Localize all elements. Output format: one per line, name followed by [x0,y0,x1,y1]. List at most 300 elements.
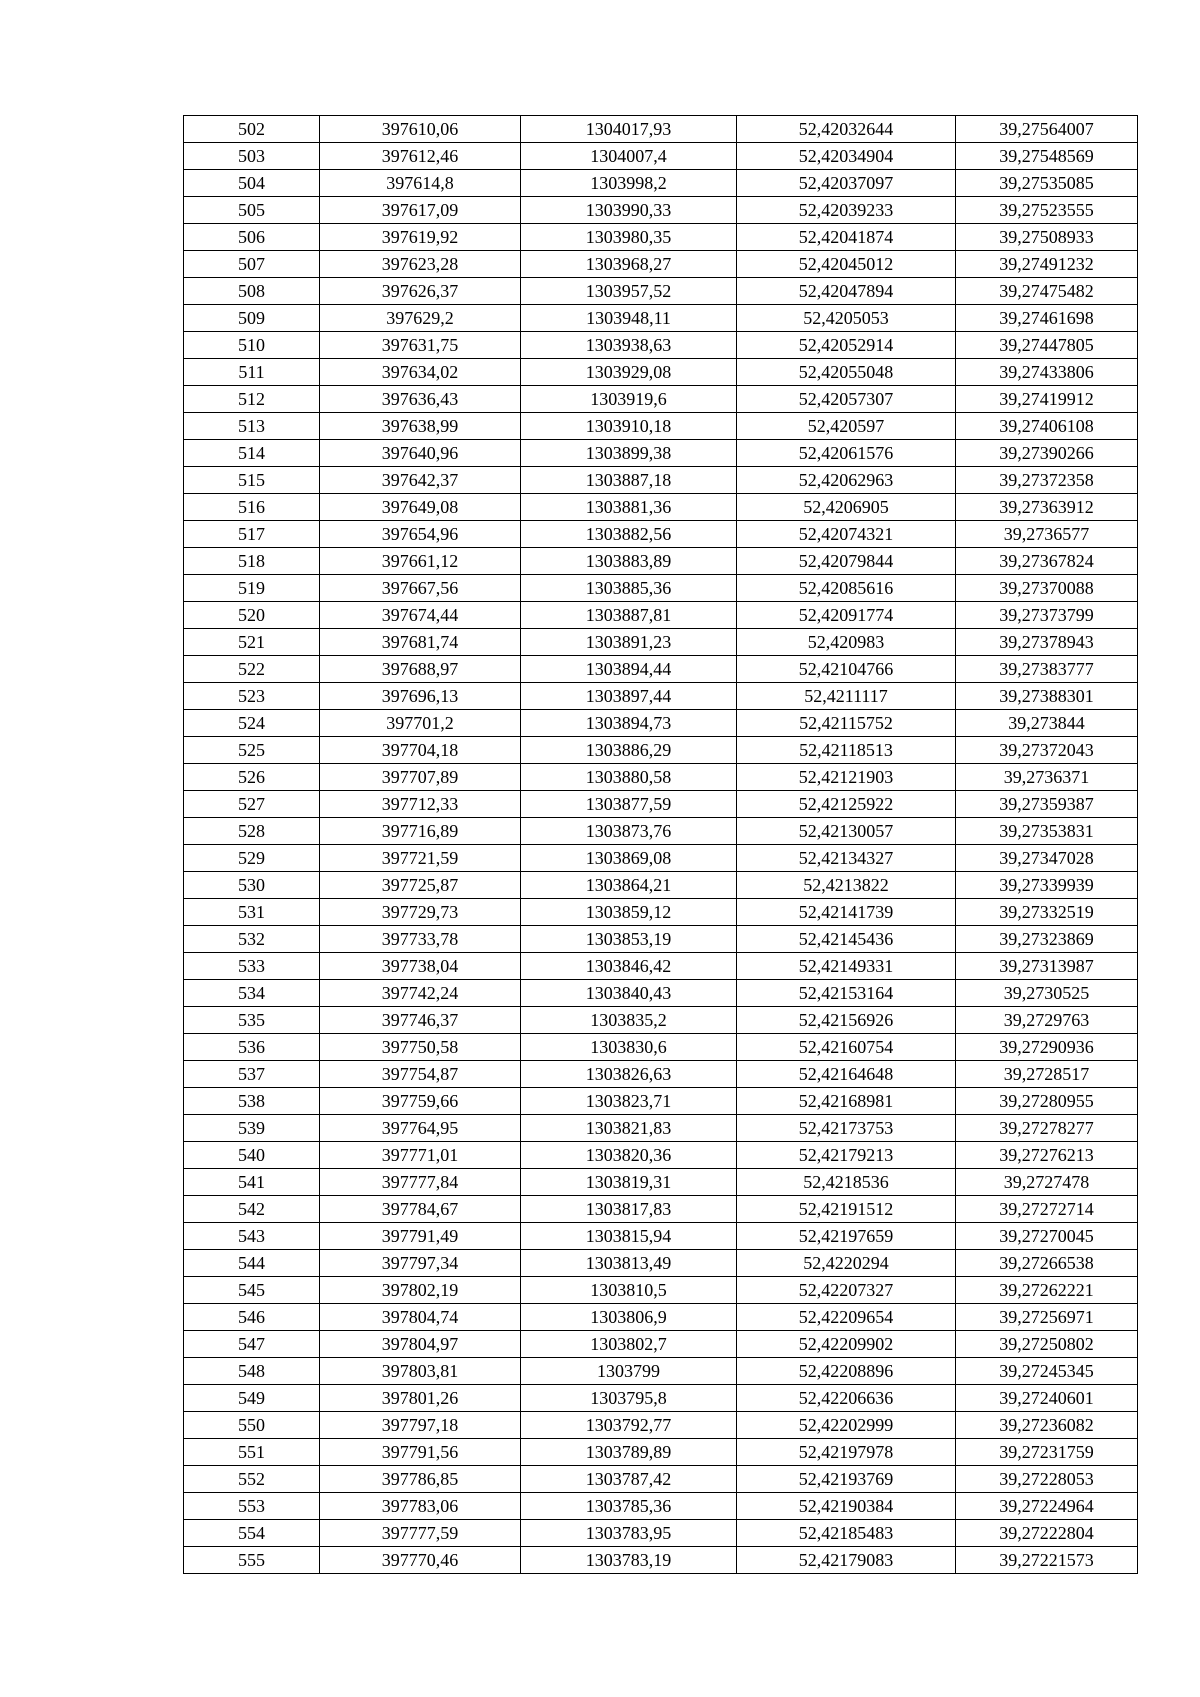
y-coordinate-cell: 1303886,29 [521,737,737,764]
longitude-cell: 39,27236082 [956,1412,1138,1439]
point-number-cell: 542 [184,1196,320,1223]
longitude-cell: 39,27523555 [956,197,1138,224]
longitude-cell: 39,27250802 [956,1331,1138,1358]
latitude-cell: 52,42037097 [737,170,956,197]
point-number-cell: 537 [184,1061,320,1088]
table-row [184,575,1138,602]
table-row [184,1547,1138,1574]
x-coordinate-cell: 397634,02 [320,359,521,386]
y-coordinate-cell: 1303885,36 [521,575,737,602]
point-number-cell: 552 [184,1466,320,1493]
y-coordinate-cell: 1303998,2 [521,170,737,197]
longitude-cell: 39,27224964 [956,1493,1138,1520]
table-row [184,413,1138,440]
latitude-cell: 52,42153164 [737,980,956,1007]
table-row [184,440,1138,467]
latitude-cell: 52,42145436 [737,926,956,953]
y-coordinate-cell: 1303957,52 [521,278,737,305]
latitude-cell: 52,420983 [737,629,956,656]
latitude-cell: 52,42052914 [737,332,956,359]
latitude-cell: 52,42055048 [737,359,956,386]
y-coordinate-cell: 1303815,94 [521,1223,737,1250]
x-coordinate-cell: 397804,97 [320,1331,521,1358]
x-coordinate-cell: 397636,43 [320,386,521,413]
longitude-cell: 39,2730525 [956,980,1138,1007]
longitude-cell: 39,27508933 [956,224,1138,251]
point-number-cell: 555 [184,1547,320,1574]
point-number-cell: 549 [184,1385,320,1412]
table-row [184,359,1138,386]
latitude-cell: 52,42209654 [737,1304,956,1331]
y-coordinate-cell: 1303853,19 [521,926,737,953]
table-row [184,116,1138,143]
longitude-cell: 39,27447805 [956,332,1138,359]
latitude-cell: 52,42156926 [737,1007,956,1034]
longitude-cell: 39,27390266 [956,440,1138,467]
y-coordinate-cell: 1303887,81 [521,602,737,629]
y-coordinate-cell: 1303789,89 [521,1439,737,1466]
y-coordinate-cell: 1303864,21 [521,872,737,899]
point-number-cell: 533 [184,953,320,980]
longitude-cell: 39,27373799 [956,602,1138,629]
y-coordinate-cell: 1303813,49 [521,1250,737,1277]
latitude-cell: 52,42039233 [737,197,956,224]
point-number-cell: 519 [184,575,320,602]
latitude-cell: 52,42121903 [737,764,956,791]
point-number-cell: 538 [184,1088,320,1115]
latitude-cell: 52,42115752 [737,710,956,737]
point-number-cell: 554 [184,1520,320,1547]
x-coordinate-cell: 397784,67 [320,1196,521,1223]
x-coordinate-cell: 397729,73 [320,899,521,926]
y-coordinate-cell: 1303882,56 [521,521,737,548]
x-coordinate-cell: 397754,87 [320,1061,521,1088]
longitude-cell: 39,27433806 [956,359,1138,386]
x-coordinate-cell: 397746,37 [320,1007,521,1034]
x-coordinate-cell: 397701,2 [320,710,521,737]
y-coordinate-cell: 1303929,08 [521,359,737,386]
longitude-cell: 39,27370088 [956,575,1138,602]
x-coordinate-cell: 397791,56 [320,1439,521,1466]
table-row [184,197,1138,224]
point-number-cell: 550 [184,1412,320,1439]
coordinates-table [183,115,1138,1574]
y-coordinate-cell: 1303869,08 [521,845,737,872]
latitude-cell: 52,42118513 [737,737,956,764]
longitude-cell: 39,2728517 [956,1061,1138,1088]
latitude-cell: 52,42085616 [737,575,956,602]
latitude-cell: 52,42134327 [737,845,956,872]
y-coordinate-cell: 1303881,36 [521,494,737,521]
longitude-cell: 39,27372358 [956,467,1138,494]
latitude-cell: 52,4211117 [737,683,956,710]
x-coordinate-cell: 397804,74 [320,1304,521,1331]
x-coordinate-cell: 397614,8 [320,170,521,197]
table-row [184,1520,1138,1547]
table-row [184,818,1138,845]
point-number-cell: 535 [184,1007,320,1034]
point-number-cell: 521 [184,629,320,656]
y-coordinate-cell: 1303795,8 [521,1385,737,1412]
point-number-cell: 505 [184,197,320,224]
longitude-cell: 39,2727478 [956,1169,1138,1196]
x-coordinate-cell: 397661,12 [320,548,521,575]
point-number-cell: 517 [184,521,320,548]
y-coordinate-cell: 1303820,36 [521,1142,737,1169]
longitude-cell: 39,27222804 [956,1520,1138,1547]
x-coordinate-cell: 397802,19 [320,1277,521,1304]
latitude-cell: 52,42130057 [737,818,956,845]
table-row [184,170,1138,197]
table-row [184,629,1138,656]
table-row [184,1034,1138,1061]
longitude-cell: 39,27363912 [956,494,1138,521]
y-coordinate-cell: 1303968,27 [521,251,737,278]
x-coordinate-cell: 397797,34 [320,1250,521,1277]
latitude-cell: 52,42104766 [737,656,956,683]
y-coordinate-cell: 1303873,76 [521,818,737,845]
y-coordinate-cell: 1303897,44 [521,683,737,710]
table-row [184,683,1138,710]
x-coordinate-cell: 397612,46 [320,143,521,170]
point-number-cell: 523 [184,683,320,710]
table-row [184,224,1138,251]
table-row [184,143,1138,170]
point-number-cell: 541 [184,1169,320,1196]
latitude-cell: 52,42185483 [737,1520,956,1547]
coordinates-table-body [184,116,1138,1574]
y-coordinate-cell: 1303810,5 [521,1277,737,1304]
latitude-cell: 52,42191512 [737,1196,956,1223]
point-number-cell: 522 [184,656,320,683]
table-row [184,1088,1138,1115]
point-number-cell: 532 [184,926,320,953]
table-row [184,791,1138,818]
latitude-cell: 52,42041874 [737,224,956,251]
latitude-cell: 52,42047894 [737,278,956,305]
point-number-cell: 507 [184,251,320,278]
point-number-cell: 520 [184,602,320,629]
latitude-cell: 52,420597 [737,413,956,440]
x-coordinate-cell: 397667,56 [320,575,521,602]
x-coordinate-cell: 397777,59 [320,1520,521,1547]
latitude-cell: 52,42079844 [737,548,956,575]
y-coordinate-cell: 1303785,36 [521,1493,737,1520]
point-number-cell: 526 [184,764,320,791]
latitude-cell: 52,42149331 [737,953,956,980]
table-row [184,467,1138,494]
longitude-cell: 39,27475482 [956,278,1138,305]
y-coordinate-cell: 1303990,33 [521,197,737,224]
latitude-cell: 52,42164648 [737,1061,956,1088]
y-coordinate-cell: 1303787,42 [521,1466,737,1493]
x-coordinate-cell: 397707,89 [320,764,521,791]
table-row [184,926,1138,953]
point-number-cell: 506 [184,224,320,251]
point-number-cell: 513 [184,413,320,440]
x-coordinate-cell: 397688,97 [320,656,521,683]
table-row [184,602,1138,629]
longitude-cell: 39,27353831 [956,818,1138,845]
latitude-cell: 52,42190384 [737,1493,956,1520]
longitude-cell: 39,27280955 [956,1088,1138,1115]
longitude-cell: 39,27491232 [956,251,1138,278]
latitude-cell: 52,42208896 [737,1358,956,1385]
latitude-cell: 52,42160754 [737,1034,956,1061]
table-row [184,1466,1138,1493]
x-coordinate-cell: 397771,01 [320,1142,521,1169]
point-number-cell: 551 [184,1439,320,1466]
latitude-cell: 52,42202999 [737,1412,956,1439]
y-coordinate-cell: 1303894,44 [521,656,737,683]
longitude-cell: 39,27535085 [956,170,1138,197]
longitude-cell: 39,27270045 [956,1223,1138,1250]
table-row [184,710,1138,737]
longitude-cell: 39,27406108 [956,413,1138,440]
longitude-cell: 39,2736577 [956,521,1138,548]
point-number-cell: 509 [184,305,320,332]
point-number-cell: 545 [184,1277,320,1304]
table-row [184,278,1138,305]
x-coordinate-cell: 397712,33 [320,791,521,818]
latitude-cell: 52,42074321 [737,521,956,548]
point-number-cell: 525 [184,737,320,764]
y-coordinate-cell: 1303826,63 [521,1061,737,1088]
table-row [184,872,1138,899]
y-coordinate-cell: 1303891,23 [521,629,737,656]
y-coordinate-cell: 1303877,59 [521,791,737,818]
x-coordinate-cell: 397801,26 [320,1385,521,1412]
latitude-cell: 52,4213822 [737,872,956,899]
table-row [184,1493,1138,1520]
y-coordinate-cell: 1303835,2 [521,1007,737,1034]
table-row [184,1412,1138,1439]
point-number-cell: 504 [184,170,320,197]
longitude-cell: 39,27347028 [956,845,1138,872]
table-row [184,1304,1138,1331]
longitude-cell: 39,27388301 [956,683,1138,710]
point-number-cell: 518 [184,548,320,575]
longitude-cell: 39,27221573 [956,1547,1138,1574]
x-coordinate-cell: 397738,04 [320,953,521,980]
x-coordinate-cell: 397674,44 [320,602,521,629]
x-coordinate-cell: 397623,28 [320,251,521,278]
y-coordinate-cell: 1303819,31 [521,1169,737,1196]
x-coordinate-cell: 397610,06 [320,116,521,143]
point-number-cell: 547 [184,1331,320,1358]
x-coordinate-cell: 397783,06 [320,1493,521,1520]
point-number-cell: 508 [184,278,320,305]
x-coordinate-cell: 397759,66 [320,1088,521,1115]
y-coordinate-cell: 1303887,18 [521,467,737,494]
x-coordinate-cell: 397764,95 [320,1115,521,1142]
latitude-cell: 52,42197978 [737,1439,956,1466]
table-row [184,953,1138,980]
x-coordinate-cell: 397638,99 [320,413,521,440]
longitude-cell: 39,27323869 [956,926,1138,953]
table-row [184,386,1138,413]
longitude-cell: 39,27378943 [956,629,1138,656]
table-row [184,1223,1138,1250]
table-row [184,1142,1138,1169]
latitude-cell: 52,42141739 [737,899,956,926]
y-coordinate-cell: 1303840,43 [521,980,737,1007]
longitude-cell: 39,27262221 [956,1277,1138,1304]
latitude-cell: 52,42032644 [737,116,956,143]
longitude-cell: 39,27278277 [956,1115,1138,1142]
y-coordinate-cell: 1303821,83 [521,1115,737,1142]
longitude-cell: 39,27276213 [956,1142,1138,1169]
y-coordinate-cell: 1303910,18 [521,413,737,440]
table-row [184,980,1138,1007]
y-coordinate-cell: 1303894,73 [521,710,737,737]
table-row [184,305,1138,332]
x-coordinate-cell: 397619,92 [320,224,521,251]
point-number-cell: 543 [184,1223,320,1250]
table-row [184,494,1138,521]
table-row [184,548,1138,575]
x-coordinate-cell: 397629,2 [320,305,521,332]
y-coordinate-cell: 1303817,83 [521,1196,737,1223]
latitude-cell: 52,42206636 [737,1385,956,1412]
x-coordinate-cell: 397750,58 [320,1034,521,1061]
longitude-cell: 39,27290936 [956,1034,1138,1061]
latitude-cell: 52,42179213 [737,1142,956,1169]
table-row [184,332,1138,359]
y-coordinate-cell: 1303830,6 [521,1034,737,1061]
table-row [184,1439,1138,1466]
y-coordinate-cell: 1303859,12 [521,899,737,926]
table-row [184,1061,1138,1088]
x-coordinate-cell: 397725,87 [320,872,521,899]
point-number-cell: 528 [184,818,320,845]
latitude-cell: 52,4205053 [737,305,956,332]
table-row [184,737,1138,764]
x-coordinate-cell: 397742,24 [320,980,521,1007]
x-coordinate-cell: 397642,37 [320,467,521,494]
latitude-cell: 52,42045012 [737,251,956,278]
y-coordinate-cell: 1303938,63 [521,332,737,359]
y-coordinate-cell: 1303823,71 [521,1088,737,1115]
table-row [184,899,1138,926]
point-number-cell: 548 [184,1358,320,1385]
longitude-cell: 39,27228053 [956,1466,1138,1493]
latitude-cell: 52,42168981 [737,1088,956,1115]
latitude-cell: 52,42193769 [737,1466,956,1493]
table-row [184,764,1138,791]
table-row [184,1115,1138,1142]
longitude-cell: 39,27272714 [956,1196,1138,1223]
x-coordinate-cell: 397704,18 [320,737,521,764]
y-coordinate-cell: 1303783,19 [521,1547,737,1574]
y-coordinate-cell: 1303948,11 [521,305,737,332]
latitude-cell: 52,42062963 [737,467,956,494]
table-row [184,521,1138,548]
point-number-cell: 546 [184,1304,320,1331]
longitude-cell: 39,27372043 [956,737,1138,764]
latitude-cell: 52,4206905 [737,494,956,521]
longitude-cell: 39,27266538 [956,1250,1138,1277]
latitude-cell: 52,42197659 [737,1223,956,1250]
longitude-cell: 39,27383777 [956,656,1138,683]
y-coordinate-cell: 1303846,42 [521,953,737,980]
latitude-cell: 52,42207327 [737,1277,956,1304]
x-coordinate-cell: 397681,74 [320,629,521,656]
x-coordinate-cell: 397803,81 [320,1358,521,1385]
point-number-cell: 536 [184,1034,320,1061]
longitude-cell: 39,27367824 [956,548,1138,575]
longitude-cell: 39,273844 [956,710,1138,737]
x-coordinate-cell: 397777,84 [320,1169,521,1196]
point-number-cell: 529 [184,845,320,872]
x-coordinate-cell: 397791,49 [320,1223,521,1250]
table-row [184,251,1138,278]
y-coordinate-cell: 1303880,58 [521,764,737,791]
point-number-cell: 530 [184,872,320,899]
latitude-cell: 52,42091774 [737,602,956,629]
latitude-cell: 52,42034904 [737,143,956,170]
longitude-cell: 39,27359387 [956,791,1138,818]
latitude-cell: 52,42173753 [737,1115,956,1142]
y-coordinate-cell: 1303806,9 [521,1304,737,1331]
x-coordinate-cell: 397770,46 [320,1547,521,1574]
table-row [184,1385,1138,1412]
point-number-cell: 524 [184,710,320,737]
point-number-cell: 534 [184,980,320,1007]
table-row [184,845,1138,872]
longitude-cell: 39,27564007 [956,116,1138,143]
point-number-cell: 502 [184,116,320,143]
longitude-cell: 39,27461698 [956,305,1138,332]
x-coordinate-cell: 397631,75 [320,332,521,359]
point-number-cell: 516 [184,494,320,521]
table-row [184,1007,1138,1034]
table-row [184,1331,1138,1358]
x-coordinate-cell: 397617,09 [320,197,521,224]
longitude-cell: 39,27339939 [956,872,1138,899]
y-coordinate-cell: 1303783,95 [521,1520,737,1547]
x-coordinate-cell: 397696,13 [320,683,521,710]
point-number-cell: 531 [184,899,320,926]
point-number-cell: 553 [184,1493,320,1520]
x-coordinate-cell: 397797,18 [320,1412,521,1439]
longitude-cell: 39,27256971 [956,1304,1138,1331]
x-coordinate-cell: 397649,08 [320,494,521,521]
y-coordinate-cell: 1304017,93 [521,116,737,143]
point-number-cell: 510 [184,332,320,359]
x-coordinate-cell: 397716,89 [320,818,521,845]
latitude-cell: 52,42209902 [737,1331,956,1358]
longitude-cell: 39,2729763 [956,1007,1138,1034]
latitude-cell: 52,4220294 [737,1250,956,1277]
y-coordinate-cell: 1303899,38 [521,440,737,467]
y-coordinate-cell: 1303792,77 [521,1412,737,1439]
longitude-cell: 39,27419912 [956,386,1138,413]
x-coordinate-cell: 397654,96 [320,521,521,548]
latitude-cell: 52,42061576 [737,440,956,467]
x-coordinate-cell: 397721,59 [320,845,521,872]
longitude-cell: 39,27231759 [956,1439,1138,1466]
point-number-cell: 527 [184,791,320,818]
x-coordinate-cell: 397640,96 [320,440,521,467]
table-row [184,1250,1138,1277]
x-coordinate-cell: 397733,78 [320,926,521,953]
point-number-cell: 503 [184,143,320,170]
y-coordinate-cell: 1303883,89 [521,548,737,575]
y-coordinate-cell: 1303919,6 [521,386,737,413]
point-number-cell: 514 [184,440,320,467]
table-row [184,1169,1138,1196]
